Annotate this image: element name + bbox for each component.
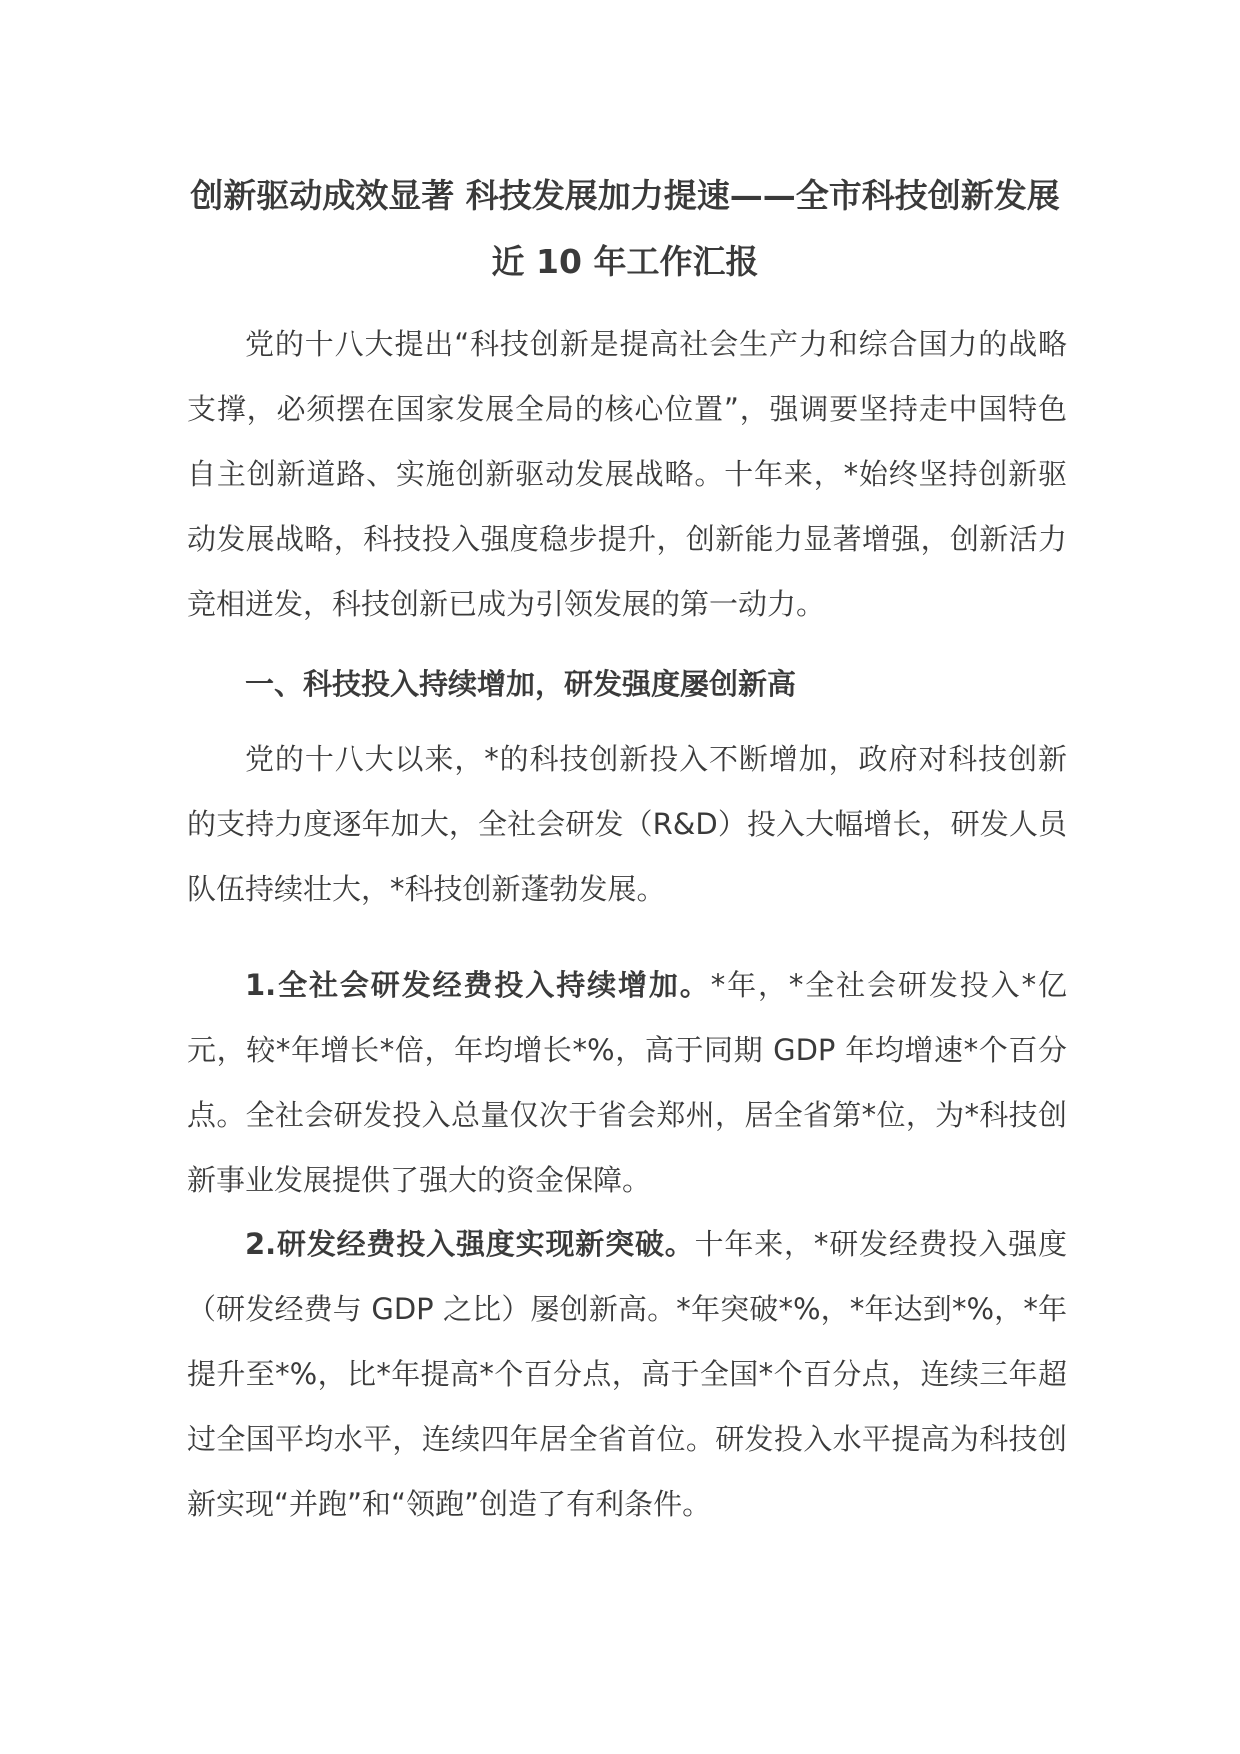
- item-2-paragraph: [187, 1212, 1067, 1537]
- section-1-heading: 一、科技投入持续增加，研发强度屡创新高: [245, 667, 797, 701]
- item-1-paragraph: [187, 953, 1067, 1213]
- item-2-text: 十年来，*研发经费投入强度（研发经费与 GDP 之比）屡创新高。*年突破*%，*年达到*%，*年提升至*%，比*年提高*个百分点，高于全国*个百分点，连续三年超过全国平均水平，连续四年居全省首位。研发投入水平提高为科技创新实现“并跑”和“领跑”创造了有利条件。: [187, 1227, 1067, 1521]
- document-title: 创新驱动成效显著 科技发展加力提速——全市科技创新发展近 10 年工作汇报: [190, 176, 1060, 281]
- intro-paragraph: 党的十八大提出“科技创新是提高社会生产力和综合国力的战略支撑，必须摆在国家发展全局的核心位置”，强调要坚持走中国特色自主创新道路、实施创新驱动发展战略。十年来，*始终坚持创新驱动发展战略，科技投入强度稳步提升，创新能力显著增强，创新活力竞相迸发，科技创新已成为引领发展的第一动力。: [187, 327, 1067, 621]
- item-2-lead: 2.研发经费投入强度实现新突破。: [245, 1227, 695, 1261]
- section-1-paragraph: 党的十八大以来，*的科技创新投入不断增加，政府对科技创新的支持力度逐年加大，全社会研发（R&D）投入大幅增长，研发人员队伍持续壮大，*科技创新蓬勃发展。: [187, 742, 1067, 906]
- item-1-lead: 1.全社会研发经费投入持续增加。: [245, 968, 711, 1002]
- item-1-text: *年，*全社会研发投入*亿元，较*年增长*倍，年均增长*%，高于同期 GDP 年均增速*个百分点。全社会研发投入总量仅次于省会郑州，居全省第*位，为*科技创新事业发展提供了强大的资金保障。: [187, 968, 1067, 1197]
